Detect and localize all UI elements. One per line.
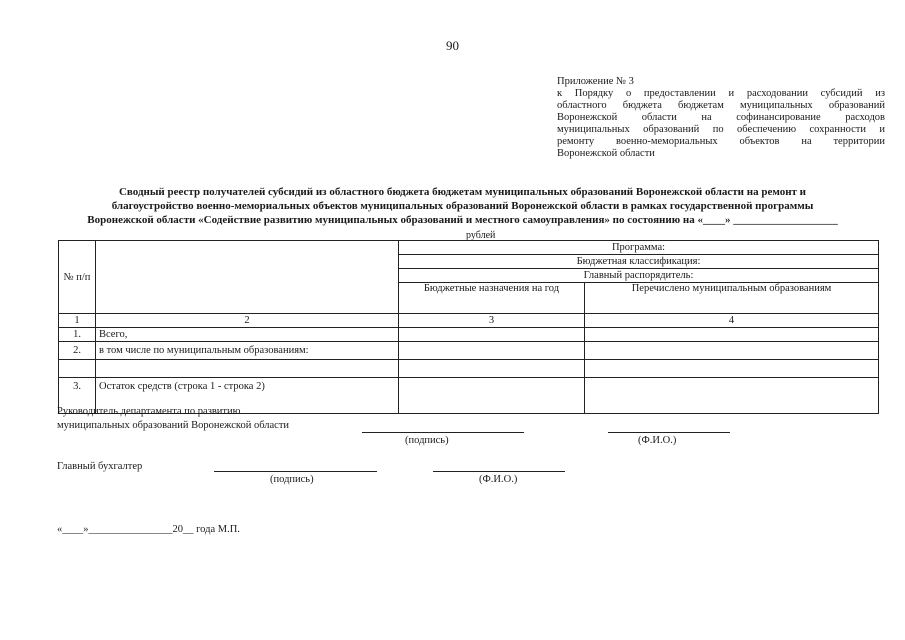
appendix-line: Воронежской области bbox=[557, 148, 655, 159]
row-value bbox=[399, 328, 585, 342]
row-num: 1. bbox=[59, 328, 96, 342]
title-line: Сводный реестр получателей субсидий из областного бюджета бюджетам муниципальных образований Воронежской области на ремонт и bbox=[118, 186, 807, 198]
row-value bbox=[585, 342, 879, 360]
row-value bbox=[399, 342, 585, 360]
header-chief-manager: Главный распорядитель: bbox=[399, 269, 879, 283]
row-value bbox=[585, 328, 879, 342]
table-row bbox=[59, 360, 879, 378]
header-transferred: Перечислено муниципальным образованиям bbox=[585, 283, 879, 314]
appendix-line: к Порядку о предоставлении и расходовании субсидий из bbox=[557, 88, 885, 99]
row-value bbox=[399, 360, 585, 378]
header-num: № п/п bbox=[63, 271, 91, 283]
head-signature-label: (подпись) bbox=[405, 435, 449, 446]
accountant-fio-label: (Ф.И.О.) bbox=[479, 474, 518, 485]
row-num: 2. bbox=[59, 342, 96, 360]
head-title-line1: Руководитель департамента по развитию bbox=[57, 406, 241, 417]
row-value bbox=[585, 360, 879, 378]
title-line: благоустройство военно-мемориальных объектов муниципальных образований Воронежской области в рамках государственной программы bbox=[111, 200, 814, 212]
head-fio-label: (Ф.И.О.) bbox=[638, 435, 677, 446]
registry-table bbox=[58, 240, 879, 414]
accountant-signature-line bbox=[214, 471, 377, 472]
row-num: 3. bbox=[59, 378, 96, 414]
header-budget-class: Бюджетная классификация: bbox=[399, 255, 879, 269]
row-num bbox=[59, 360, 96, 378]
header-program: Программа: bbox=[399, 241, 879, 255]
head-title-line2: муниципальных образований Воронежской области bbox=[57, 420, 290, 431]
appendix-line: Приложение № 3 bbox=[557, 76, 634, 87]
table-row bbox=[59, 342, 879, 360]
head-fio-line bbox=[608, 432, 730, 433]
row-value bbox=[399, 378, 585, 414]
appendix-line: Воронежской области на софинансирование расходов bbox=[557, 112, 885, 123]
title-line: Воронежской области «Содействие развитию муниципальных образований и местного самоуправления» по состоянию на «____» ___________________ bbox=[87, 214, 838, 226]
column-number-row bbox=[59, 314, 879, 328]
page-number: 90 bbox=[446, 38, 459, 53]
appendix-line: муниципальных образований по обеспечению сохранности и bbox=[557, 124, 885, 135]
col-number: 3 bbox=[399, 314, 585, 328]
date-line: «____»________________20__ года М.П. bbox=[57, 524, 240, 535]
chief-accountant-label: Главный бухгалтер bbox=[57, 461, 143, 472]
appendix-note bbox=[557, 76, 885, 160]
accountant-signature-label: (подпись) bbox=[270, 474, 314, 485]
row-label: Остаток средств (строка 1 - строка 2) bbox=[96, 378, 399, 414]
head-signature-line bbox=[362, 432, 524, 433]
row-label: Всего, bbox=[96, 328, 399, 342]
col-number: 1 bbox=[59, 314, 96, 328]
row-value bbox=[585, 378, 879, 414]
appendix-line: областного бюджета бюджетам муниципальных образований bbox=[557, 100, 885, 111]
document-title bbox=[40, 185, 885, 227]
header-budget-year: Бюджетные назначения на год bbox=[399, 283, 585, 314]
row-label: в том числе по муниципальным образованиям: bbox=[96, 342, 399, 360]
accountant-fio-line bbox=[433, 471, 565, 472]
header-name-cell bbox=[96, 241, 399, 314]
table-row bbox=[59, 328, 879, 342]
table-header-row bbox=[59, 241, 879, 255]
row-label bbox=[96, 360, 399, 378]
col-number: 2 bbox=[96, 314, 399, 328]
appendix-line: ремонту военно-мемориальных объектов на территории bbox=[557, 136, 885, 147]
header-num-cell bbox=[59, 241, 96, 314]
currency-label: рублей bbox=[466, 230, 496, 241]
col-number: 4 bbox=[585, 314, 879, 328]
